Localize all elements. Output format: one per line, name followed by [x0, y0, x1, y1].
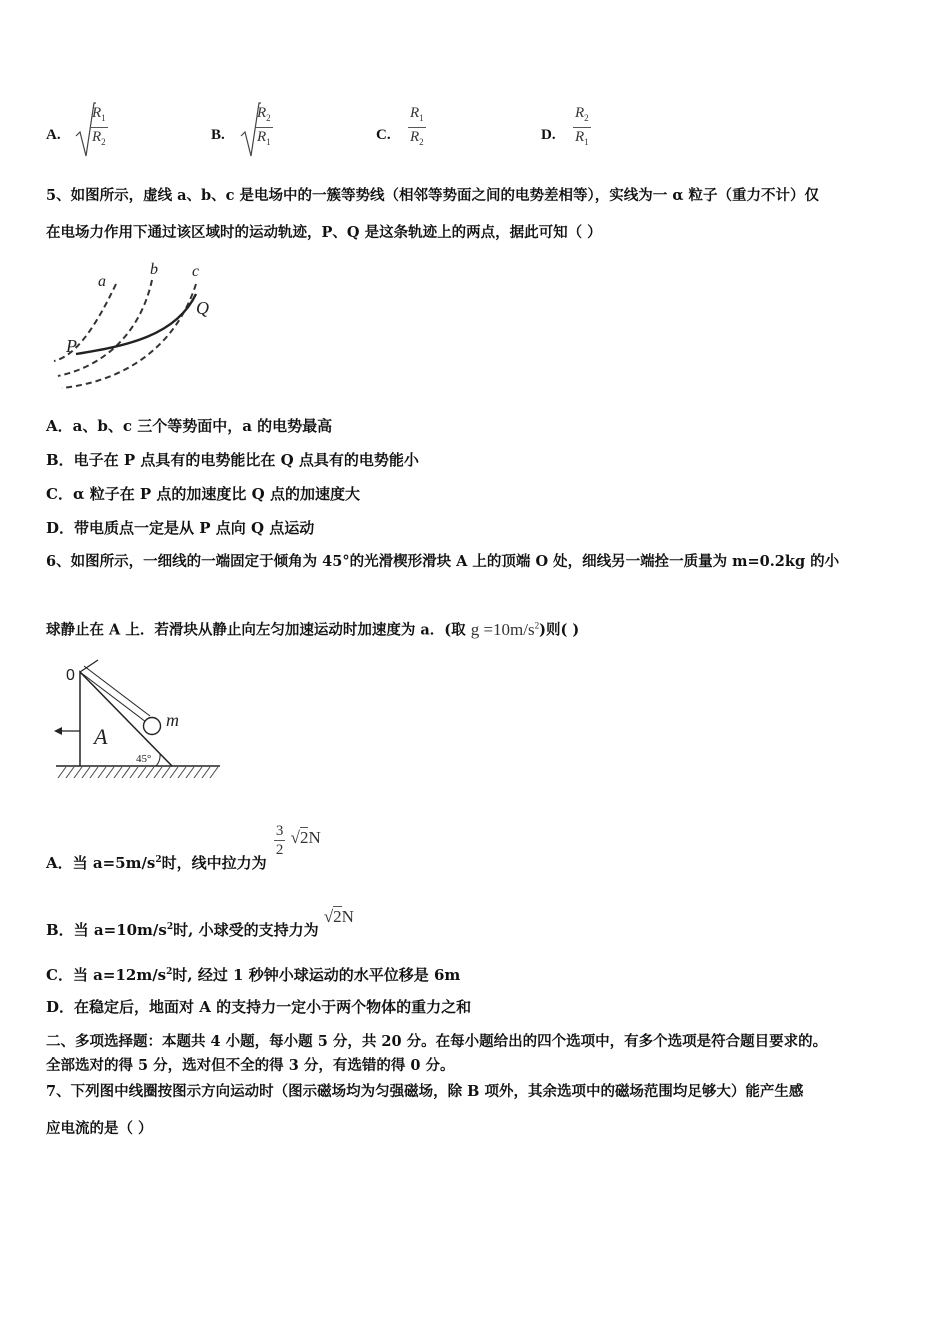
q5-label-q: Q [196, 298, 209, 318]
q5-option-a[interactable]: A．a、b、c 三个等势面中，a 的电势最高 [46, 417, 333, 435]
q4-option-b[interactable] [211, 100, 331, 164]
q5-option-d[interactable]: D．带电质点一定是从 P 点向 Q 点运动 [46, 519, 315, 537]
q4-option-a-fraction: $R_1$ $R_2$ [92, 105, 106, 147]
q6-option-a-fraction: $\frac{3}{2}$ [275, 823, 284, 858]
q4-options-row [46, 100, 646, 164]
q5-stem-line1: 5、如图所示，虚线 a、b、c 是电场中的一簇等势线（相邻等势面之间的电势差相等），实线为一 α 粒子（重力不计）仅 [46, 187, 820, 204]
q6-wedge-figure [46, 654, 226, 784]
q6-option-a[interactable]: A．当 $a=5m/s^2$时，线中拉力为 $\frac{3}{2}$ √2N [46, 823, 321, 872]
q5-stem-line2: 在电场力作用下通过该区域时的运动轨迹，P、Q 是这条轨迹上的两点，据此可知（ ） [46, 224, 602, 241]
sqrt-symbol-icon: √ [323, 907, 334, 926]
q6-label-a: A [94, 724, 108, 749]
sqrt-symbol-icon: √ [290, 827, 300, 847]
q4-option-d-letter: D. [541, 127, 556, 143]
q7-stem-line2: 应电流的是（ ） [46, 1120, 153, 1137]
q5-option-c[interactable]: C．α 粒子在 P 点的加速度比 Q 点的加速度大 [46, 485, 360, 503]
q6-option-d[interactable]: D．在稳定后，地面对 A 的支持力一定小于两个物体的重力之和 [46, 998, 472, 1016]
q5-label-b: b [150, 261, 158, 278]
q5-equipotential-figure [46, 256, 226, 396]
q5-label-c: c [192, 263, 200, 280]
q4-option-c[interactable] [376, 100, 496, 164]
q4-option-b-letter: B. [211, 127, 225, 143]
q6-label-angle: 45° [136, 753, 152, 765]
q4-option-c-fraction: $R_1$ $R_2$ [410, 105, 424, 147]
q6-option-c[interactable]: C．当 $a=12m/s^2$时, 经过 1 秒钟小球运动的水平位移是 6m [46, 966, 461, 984]
section2-heading-line2: 全部选对的得 5 分，选对但不全的得 3 分，有选错的得 0 分。 [46, 1057, 455, 1074]
q7-stem-line1: 7、下列图中线圈按图示方向运动时（图示磁场均为匀强磁场，除 B 项外，其余选项中的磁场范围均足够大）能产生感 [46, 1083, 804, 1100]
q4-option-c-letter: C. [376, 127, 391, 143]
q4-option-a[interactable] [46, 100, 166, 164]
q6-label-o: 0 [66, 667, 75, 684]
q5-label-p: P [66, 336, 77, 356]
q4-option-a-letter: A. [46, 127, 61, 143]
q6-label-m: m [166, 710, 179, 730]
q6-stem-line1: 6、如图所示，一细线的一端固定于倾角为 45°的光滑楔形滑块 A 上的顶端 O 处，细线另一端拴一质量为 m=0.2kg 的小 [46, 553, 840, 570]
q6-option-b[interactable]: B．当 $a=10m/s^2$时, 小球受的支持力为 √2N [46, 907, 354, 939]
q5-label-a: a [98, 273, 106, 290]
q5-option-b[interactable]: B．电子在 P 点具有的电势能比在 Q 点具有的电势能小 [46, 451, 419, 469]
q4-option-b-fraction: $R_2$ $R_1$ [257, 105, 271, 147]
q6-stem-line2: 球静止在 A 上．若滑块从静止向左匀加速运动时加速度为 a．(取 $g =10m/s^2$)则( ) [46, 619, 580, 639]
q4-option-d-fraction: $R_2$ $R_1$ [575, 105, 589, 147]
section2-heading-line1: 二、多项选择题：本题共 4 小题，每小题 5 分，共 20 分。在每小题给出的四个选项中，有多个选项是符合题目要求的。 [46, 1033, 828, 1050]
q4-option-d[interactable] [541, 100, 661, 164]
